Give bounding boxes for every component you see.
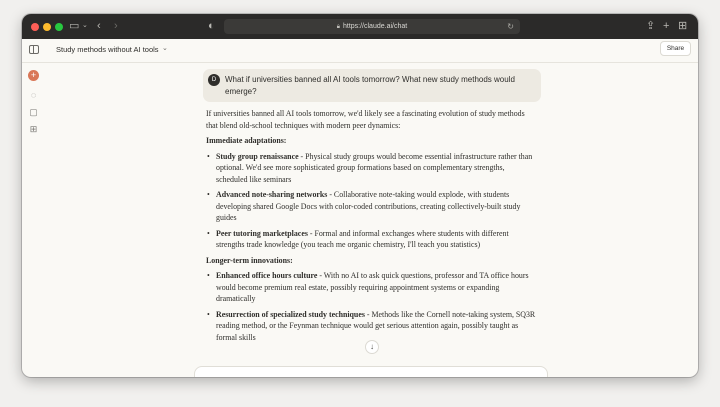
address-bar[interactable] [224, 19, 520, 34]
chevron-down-icon[interactable]: ⌄ [82, 22, 88, 29]
browser-titlebar [22, 14, 698, 39]
url-text: https://claude.ai/chat [342, 23, 408, 30]
list-item [206, 270, 538, 305]
user-message [203, 69, 541, 102]
section-heading: Immediate adaptations: [206, 136, 287, 145]
list-item [206, 151, 538, 186]
avatar: D [208, 74, 220, 86]
new-tab-icon[interactable]: + [663, 20, 670, 32]
forward-icon[interactable]: › [114, 20, 118, 32]
item-text: - Methods like the Cornell note-taking system, SQ3R reading method, or the Feynman technique would get serious attention again, possibly taught as formal skills [216, 309, 536, 342]
user-message-text: What if universities banned all AI tools tomorrow? What new study methods would emerge? [225, 75, 515, 96]
item-text: - Physical study groups would become essential infrastructure rather than optional. We'd see more sophisticated group formations based on complementary strengths, scheduled like seminars [216, 151, 533, 184]
item-text: - Formal and informal exchanges where students with different strengths trade knowledge (you teach me organic chemistry, I'll teach you statistics) [216, 228, 509, 249]
sidebar-icon[interactable]: ▭ [69, 20, 80, 32]
item-title: Advanced note-sharing networks [216, 190, 328, 199]
projects-icon[interactable]: ▢ [29, 107, 38, 117]
app-header [22, 39, 698, 63]
message-composer[interactable] [194, 366, 548, 377]
chevron-down-icon[interactable]: ⌄ [162, 45, 168, 52]
artifacts-icon[interactable]: ⊞ [29, 124, 38, 134]
browser-window [22, 14, 698, 377]
response-intro: If universities banned all AI tools tomorrow, we'd likely see a fascinating evolution of study methods that blend old-school techniques with modern peer dynamics: [206, 109, 525, 130]
minimize-window-button[interactable] [43, 23, 51, 31]
assistant-response [206, 108, 538, 347]
item-title: Study group renaissance [216, 151, 299, 161]
maximize-window-button[interactable] [55, 23, 63, 31]
share-button[interactable]: Share [660, 41, 691, 56]
bullet-list [206, 151, 538, 251]
item-text: - Collaborative note-taking would explode, with students developing shared Google Docs with color-coded contributions, creating collectively-built study guides [216, 190, 521, 222]
close-window-button[interactable] [31, 23, 39, 31]
list-item [206, 189, 538, 224]
reload-icon[interactable]: ↻ [507, 22, 514, 31]
chats-icon[interactable]: ◌ [30, 90, 37, 100]
new-chat-button[interactable]: + [28, 70, 39, 81]
scroll-to-bottom-button[interactable]: ↓ [365, 340, 379, 354]
share-icon[interactable]: ⇪ [646, 20, 656, 32]
bullet-list [206, 270, 538, 343]
item-title: Enhanced office hours culture [216, 271, 318, 280]
item-text: - With no AI to ask quick questions, professor and TA office hours would become premium real estate, possibly requiring appointment systems or expanding dramatically [216, 271, 529, 303]
privacy-shield-icon[interactable]: ◐ [208, 20, 215, 32]
list-item [206, 228, 538, 251]
item-title: Peer tutoring marketplaces [216, 228, 308, 238]
tab-overview-icon[interactable]: ⊞ [678, 20, 688, 32]
back-icon[interactable]: ‹ [97, 20, 101, 32]
sidebar-toggle-icon[interactable] [29, 45, 39, 54]
item-title: Resurrection of specialized study techniques [216, 309, 365, 319]
list-item [206, 309, 538, 344]
chat-title[interactable]: Study methods without AI tools [56, 45, 159, 54]
lock-icon: 🔒︎ [336, 24, 340, 30]
section-heading: Longer-term innovations: [206, 255, 293, 265]
